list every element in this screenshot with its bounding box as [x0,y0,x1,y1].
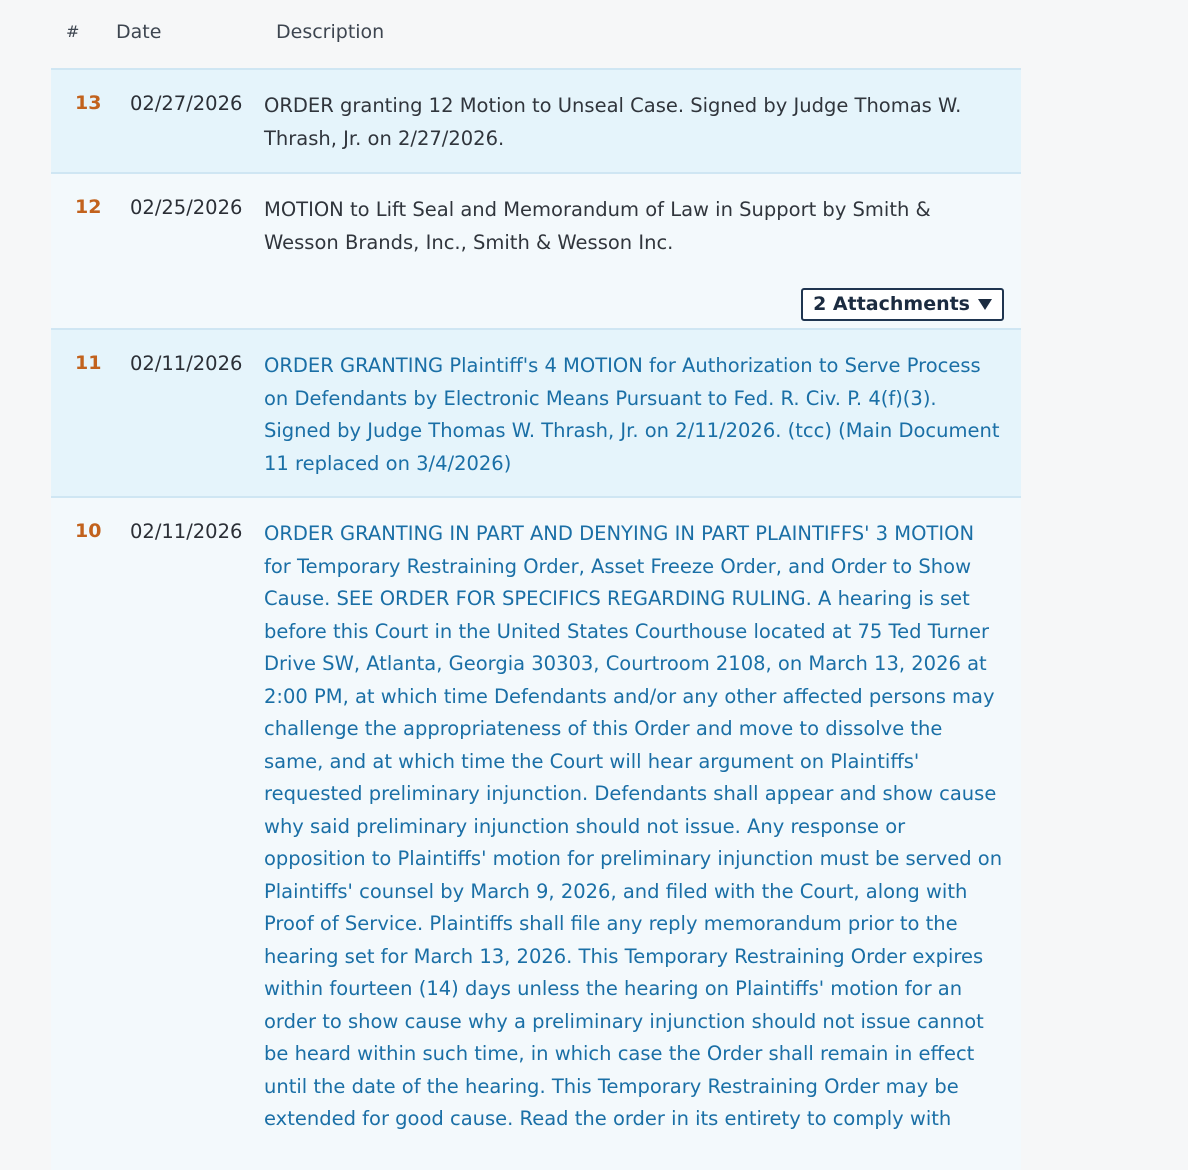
column-header-description: Description [276,21,385,43]
column-header-number: # [66,22,80,41]
entry-number[interactable]: 11 [75,352,102,374]
docket-table [51,68,1021,1170]
entry-date: 02/11/2026 [130,352,243,375]
attachments-label: 2 Attachments [813,293,970,315]
entry-date: 02/27/2026 [130,92,243,115]
docket-table-header [0,0,1021,68]
entry-description: ORDER granting 12 Motion to Unseal Case. Signed by Judge Thomas W. Thrash, Jr. on 2/27/2026. [264,94,962,150]
entry-number[interactable]: 10 [75,520,102,542]
docket-entry-11 [51,328,1021,496]
docket-entry-12 [51,172,1021,328]
entry-description-link[interactable]: ORDER GRANTING Plaintiff's 4 MOTION for Authorization to Serve Process on Defendants by Electronic Means Pursuant to Fed. R. Civ. P. 4(f)(3). Signed by Judge Thomas W. Thrash, Jr. on 2/11/2026. (tcc) (Main Document 11 replaced on 3/4/2026) [264,354,1000,475]
entry-description: MOTION to Lift Seal and Memorandum of Law in Support by Smith & Wesson Brands, Inc., Smith & Wesson Inc. [264,198,931,254]
entry-description-link[interactable]: ORDER GRANTING IN PART AND DENYING IN PART PLAINTIFFS' 3 MOTION for Temporary Restraining Order, Asset Freeze Order, and Order to Show Cause. SEE ORDER FOR SPECIFICS REGARDING RULING. A hearing is set before this Court in the United States Courthouse located at 75 Ted Turner Drive SW, Atlanta, Georgia 30303, Courtroom 2108, on March 13, 2026 at 2:00 PM, at which time Defendants and/or any other affected persons may challenge the appropriateness of this Order and move to dissolve the same, and at which time the Court will hear argument on Plaintiffs' requested preliminary injunction. Defendants shall appear and show cause why said preliminary injunction should not issue. Any response or opposition to Plaintiffs' motion for preliminary injunction must be served on Plaintiffs' counsel by March 9, 2026, and filed with the Court, along with Proof of Service. Plaintiffs shall file any reply memorandum prior to the hearing set for March 13, 2026. This Temporary Restraining Order expires within fourteen (14) days unless the hearing on Plaintiffs' motion for an order to show cause why a preliminary injunction should not issue cannot be heard within such time, in which case the Order shall remain in effect until the date of the hearing. This Temporary Restraining Order may be extended for good cause. Read the order in its entirety to comply with [264,522,1003,1130]
entry-date: 02/25/2026 [130,196,243,219]
column-header-date: Date [116,21,162,43]
caret-down-icon [978,299,992,310]
entry-number[interactable]: 12 [75,196,102,218]
entry-number[interactable]: 13 [75,92,102,114]
docket-entry-10 [51,496,1021,1170]
attachments-toggle-button[interactable] [801,288,1004,321]
entry-date: 02/11/2026 [130,520,243,543]
docket-entry-13 [51,68,1021,172]
